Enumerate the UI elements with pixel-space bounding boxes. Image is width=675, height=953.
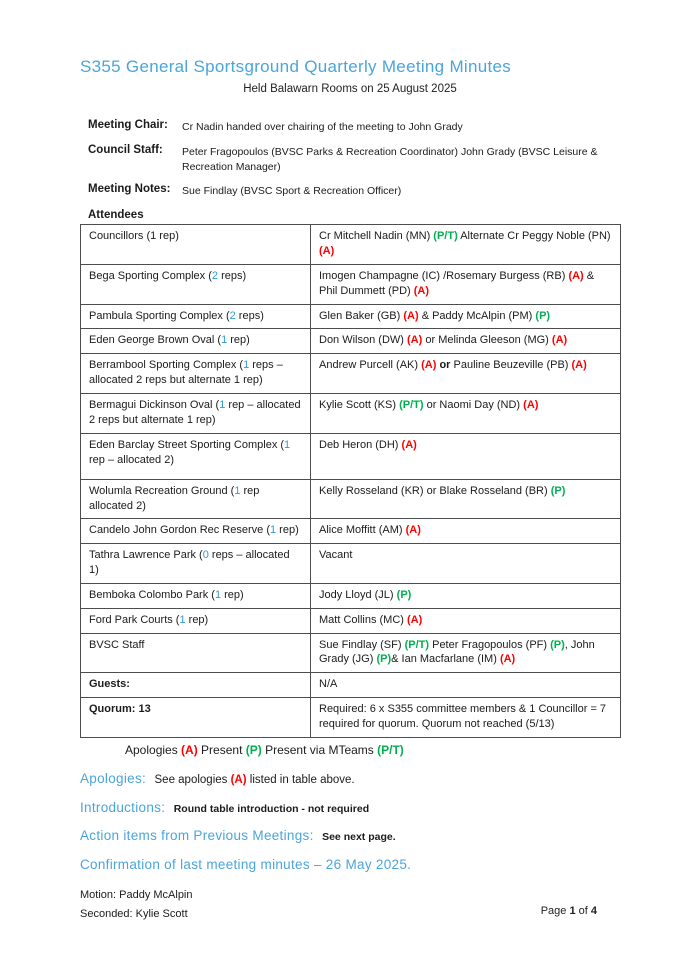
cell-attendance: Glen Baker (GB) (A) & Paddy McAlpin (PM) (P) [311,304,621,329]
cell-attendance: Imogen Champagne (IC) /Rosemary Burgess (RB) (A) & Phil Dummett (PD) (A) [311,264,621,304]
cell-group: Ford Park Courts (1 rep) [81,608,311,633]
table-row-quorum [81,698,621,738]
section-confirmation [80,855,620,876]
section-introductions-heading: Introductions: [80,799,166,815]
section-introductions [80,798,620,819]
cell-attendance: Kylie Scott (KS) (P/T) or Naomi Day (ND) (A) [311,394,621,434]
seconded-line: Seconded: Kylie Scott [80,907,188,920]
cell-attendance: Cr Mitchell Nadin (MN) (P/T) Alternate Cr Peggy Noble (PN) (A) [311,225,621,265]
meta-row-council-staff [80,144,620,175]
section-apologies-body: See apologies (A) listed in table above. [154,773,355,786]
table-row-ford-park [81,608,621,633]
table-row-bega [81,264,621,304]
section-apologies-heading: Apologies: [80,770,147,786]
table-row-eden-george-brown [81,329,621,354]
meta-value-chair: Cr Nadin handed over chairing of the meeting to John Grady [182,121,463,134]
table-row-pambula [81,304,621,329]
table-row-wolumla [81,479,621,519]
cell-group: Bermagui Dickinson Oval (1 rep – allocated 2 reps but alternate 1 rep) [81,394,311,434]
meta-label-notes: Meeting Notes: [88,183,171,196]
cell-group: Eden Barclay Street Sporting Complex (1 rep – allocated 2) [81,433,311,479]
cell-attendance: Vacant [311,544,621,584]
cell-attendance: Deb Heron (DH) (A) [311,433,621,479]
cell-attendance: Required: 6 x S355 committee members & 1 Councillor = 7 required for quorum. Quorum not reached (5/13) [311,698,621,738]
meeting-meta [80,119,620,199]
meta-value-council-staff: Peter Fragopoulos (BVSC Parks & Recreation Coordinator) John Grady (BVSC Leisure & Recreation Manager) [182,145,598,173]
cell-attendance: N/A [311,673,621,698]
table-row-tathra [81,544,621,584]
cell-group: Wolumla Recreation Ground (1 rep allocated 2) [81,479,311,519]
cell-group: Pambula Sporting Complex (2 reps) [81,304,311,329]
section-introductions-body: Round table introduction - not required [173,802,370,815]
table-row-bemboka [81,583,621,608]
cell-attendance: Don Wilson (DW) (A) or Melinda Gleeson (MG) (A) [311,329,621,354]
cell-group: Berrambool Sporting Complex (1 reps – allocated 2 reps but alternate 1 rep) [81,354,311,394]
cell-attendance: Jody Lloyd (JL) (P) [311,583,621,608]
table-row-guests [81,673,621,698]
cell-attendance: Alice Moffitt (AM) (A) [311,519,621,544]
document-title: S355 General Sportsground Quarterly Meeting Minutes [80,57,512,76]
cell-group: Guests: [81,673,311,698]
table-row-berrambool [81,354,621,394]
cell-group: Tathra Lawrence Park (0 reps – allocated 1) [81,544,311,584]
cell-group: Candelo John Gordon Rec Reserve (1 rep) [81,519,311,544]
section-action-items-heading: Action items from Previous Meetings: [80,828,314,844]
table-row-councillors [81,225,621,265]
table-row-bermagui [81,394,621,434]
cell-group: Bega Sporting Complex (2 reps) [81,264,311,304]
meta-label-chair: Meeting Chair: [88,119,168,132]
attendees-table [80,224,621,738]
cell-group: Eden George Brown Oval (1 rep) [81,329,311,354]
section-action-items-body: See next page. [322,831,396,844]
motion-line: Motion: Paddy McAlpin [80,889,193,902]
meta-row-chair [80,119,620,135]
table-row-bvsc-staff [81,633,621,673]
cell-attendance: Andrew Purcell (AK) (A) or Pauline Beuzeville (PB) (A) [311,354,621,394]
cell-group: Bemboka Colombo Park (1 rep) [81,583,311,608]
cell-group: Councillors (1 rep) [81,225,311,265]
motion-block [80,886,620,923]
table-row-eden-barclay [81,433,621,479]
cell-group: Quorum: 13 [81,698,311,738]
cell-attendance: Matt Collins (MC) (A) [311,608,621,633]
cell-attendance: Kelly Rosseland (KR) or Blake Rosseland (BR) (P) [311,479,621,519]
table-row-candelo [81,519,621,544]
attendees-heading: Attendees [88,209,144,222]
page-number: Page 1 of 4 [540,905,597,917]
document-subtitle: Held Balawarn Rooms on 25 August 2025 [243,83,457,96]
cell-attendance: Sue Findlay (SF) (P/T) Peter Fragopoulos (PF) (P), John Grady (JG) (P)& Ian Macfarlane (IM) (A) [311,633,621,673]
minutes-sections [80,769,620,876]
meta-label-council-staff: Council Staff: [88,143,163,156]
attendance-legend: Apologies (A) Present (P) Present via MTeams (P/T) [125,742,404,757]
meta-value-notes: Sue Findlay (BVSC Sport & Recreation Officer) [182,185,402,198]
section-confirmation-heading: Confirmation of last meeting minutes – 26 May 2025. [80,857,412,873]
section-apologies [80,769,620,790]
cell-group: BVSC Staff [81,633,311,673]
meta-row-notes [80,183,620,199]
section-action-items [80,826,620,847]
